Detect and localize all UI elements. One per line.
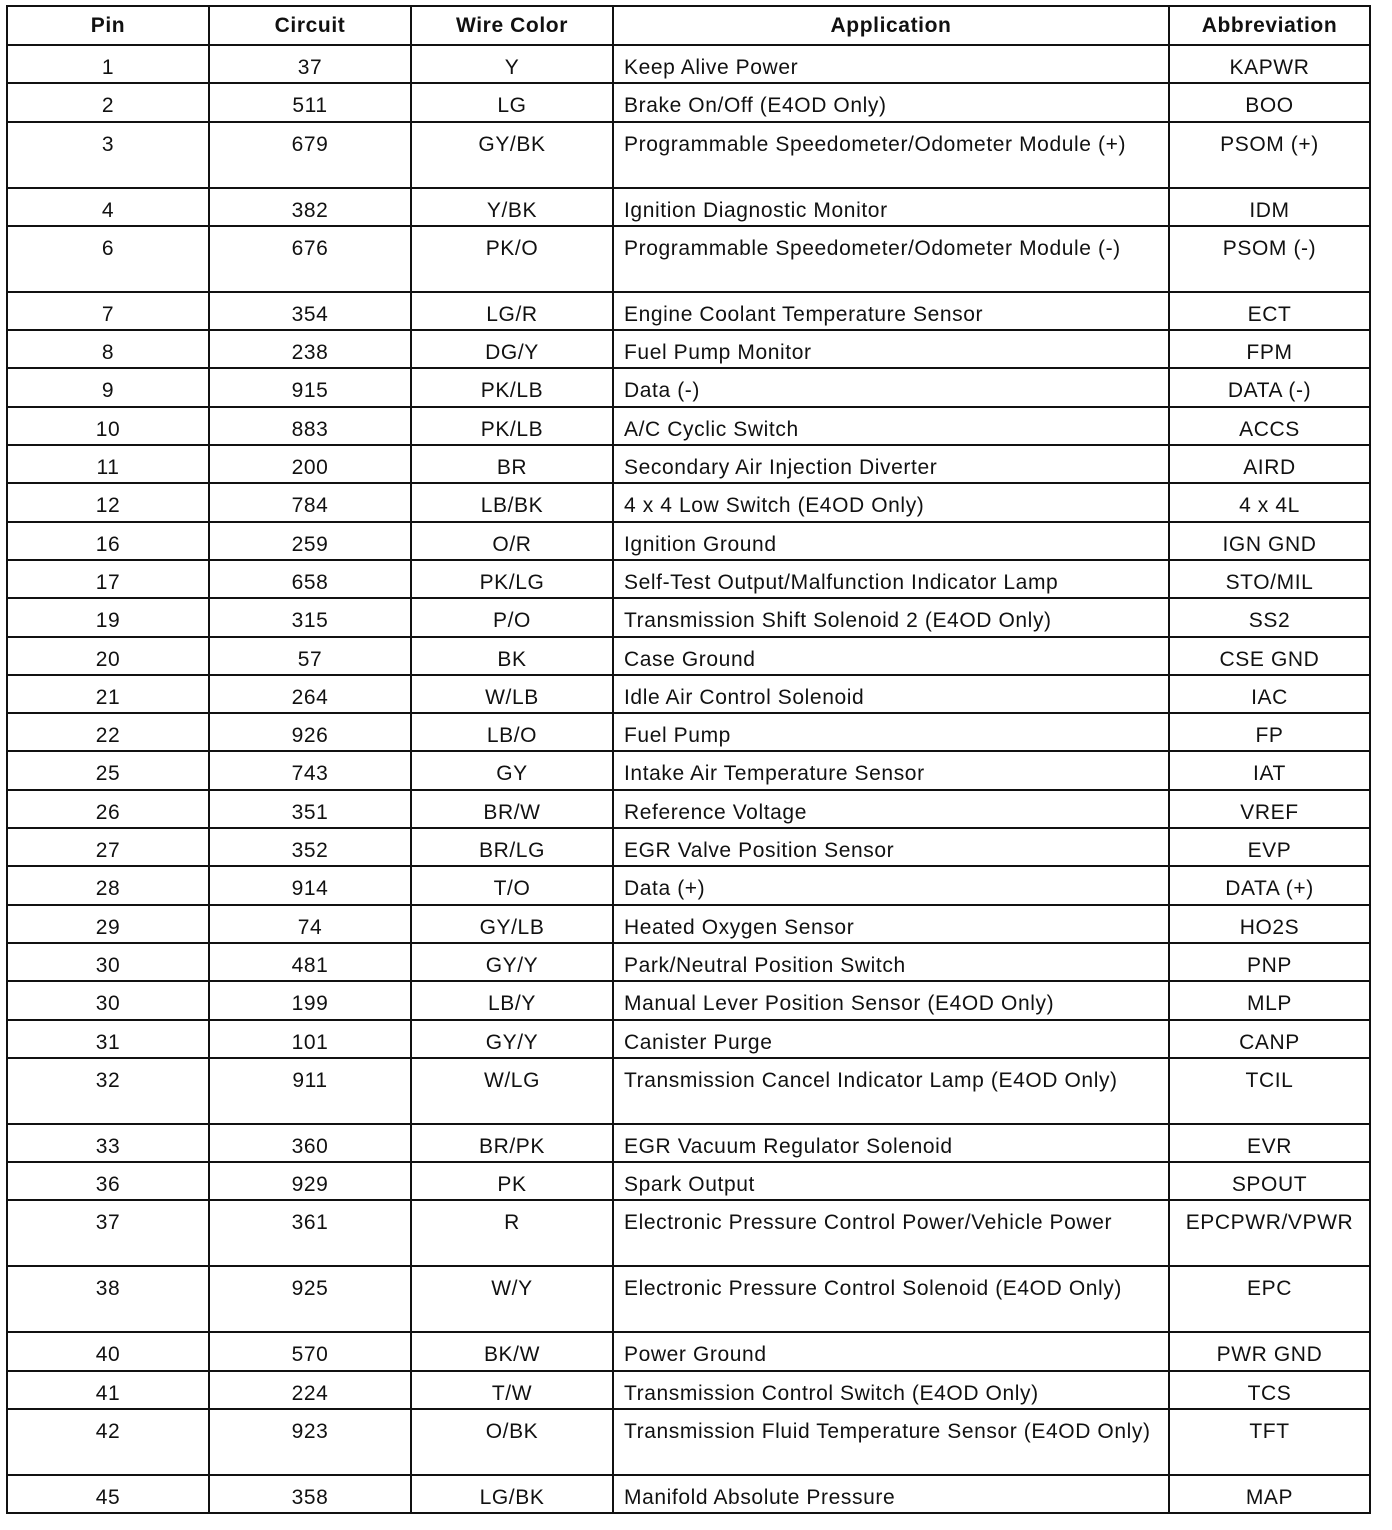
cell-pin: 40 [7,1332,209,1370]
cell-wire-color: W/LG [411,1058,613,1124]
cell-wire-color: LB/Y [411,981,613,1019]
table-row [7,981,1370,1019]
cell-wire-color: BR/LG [411,828,613,866]
cell-wire-color: LG/BK [411,1475,613,1513]
cell-pin: 37 [7,1200,209,1266]
cell-circuit: 481 [209,943,411,981]
cell-circuit: 676 [209,226,411,292]
cell-abbreviation: DATA (+) [1169,866,1370,904]
cell-wire-color: T/O [411,866,613,904]
cell-application: Transmission Cancel Indicator Lamp (E4OD Only) [613,1058,1169,1124]
table-row [7,368,1370,406]
cell-abbreviation: IAT [1169,751,1370,789]
cell-application: Power Ground [613,1332,1169,1370]
cell-pin: 2 [7,83,209,121]
cell-wire-color: PK/LG [411,560,613,598]
cell-circuit: 352 [209,828,411,866]
table-row [7,122,1370,188]
table-row [7,188,1370,226]
cell-pin: 29 [7,905,209,943]
cell-pin: 28 [7,866,209,904]
cell-wire-color: BK/W [411,1332,613,1370]
cell-abbreviation: PWR GND [1169,1332,1370,1370]
cell-circuit: 784 [209,483,411,521]
table-row [7,1162,1370,1200]
cell-application: Transmission Control Switch (E4OD Only) [613,1371,1169,1409]
cell-circuit: 925 [209,1266,411,1332]
cell-application: Park/Neutral Position Switch [613,943,1169,981]
cell-application: Case Ground [613,637,1169,675]
cell-circuit: 238 [209,330,411,368]
cell-pin: 12 [7,483,209,521]
table-row [7,445,1370,483]
cell-abbreviation: EVP [1169,828,1370,866]
cell-circuit: 361 [209,1200,411,1266]
cell-application: Electronic Pressure Control Solenoid (E4OD Only) [613,1266,1169,1332]
cell-pin: 6 [7,226,209,292]
cell-wire-color: PK [411,1162,613,1200]
cell-circuit: 914 [209,866,411,904]
header-application: Application [613,6,1169,45]
cell-abbreviation: IDM [1169,188,1370,226]
cell-abbreviation: TFT [1169,1409,1370,1475]
table-row [7,943,1370,981]
cell-abbreviation: STO/MIL [1169,560,1370,598]
cell-wire-color: BR [411,445,613,483]
table-row [7,790,1370,828]
table-row [7,598,1370,636]
cell-wire-color: P/O [411,598,613,636]
cell-circuit: 911 [209,1058,411,1124]
cell-circuit: 74 [209,905,411,943]
cell-application: Idle Air Control Solenoid [613,675,1169,713]
cell-wire-color: DG/Y [411,330,613,368]
cell-application: Manifold Absolute Pressure [613,1475,1169,1513]
cell-abbreviation: IGN GND [1169,522,1370,560]
table-row [7,1020,1370,1058]
cell-pin: 30 [7,981,209,1019]
cell-circuit: 259 [209,522,411,560]
table-row [7,637,1370,675]
cell-abbreviation: KAPWR [1169,45,1370,83]
cell-pin: 20 [7,637,209,675]
table-row [7,1371,1370,1409]
cell-pin: 4 [7,188,209,226]
cell-abbreviation: MAP [1169,1475,1370,1513]
cell-circuit: 570 [209,1332,411,1370]
cell-circuit: 358 [209,1475,411,1513]
cell-application: Ignition Ground [613,522,1169,560]
cell-pin: 8 [7,330,209,368]
cell-pin: 27 [7,828,209,866]
cell-pin: 26 [7,790,209,828]
cell-application: Self-Test Output/Malfunction Indicator Lamp [613,560,1169,598]
cell-wire-color: BR/W [411,790,613,828]
cell-pin: 31 [7,1020,209,1058]
cell-application: Data (+) [613,866,1169,904]
cell-wire-color: R [411,1200,613,1266]
cell-circuit: 57 [209,637,411,675]
cell-pin: 22 [7,713,209,751]
cell-abbreviation: CANP [1169,1020,1370,1058]
cell-pin: 25 [7,751,209,789]
cell-wire-color: PK/LB [411,407,613,445]
cell-application: Brake On/Off (E4OD Only) [613,83,1169,121]
table-row [7,828,1370,866]
cell-abbreviation: PNP [1169,943,1370,981]
cell-pin: 7 [7,292,209,330]
cell-application: Programmable Speedometer/Odometer Module (-) [613,226,1169,292]
cell-abbreviation: PSOM (-) [1169,226,1370,292]
table-row [7,1475,1370,1513]
cell-circuit: 658 [209,560,411,598]
cell-application: Transmission Shift Solenoid 2 (E4OD Only) [613,598,1169,636]
cell-abbreviation: CSE GND [1169,637,1370,675]
cell-application: 4 x 4 Low Switch (E4OD Only) [613,483,1169,521]
table-row [7,292,1370,330]
table-row [7,330,1370,368]
cell-circuit: 37 [209,45,411,83]
cell-abbreviation: DATA (-) [1169,368,1370,406]
cell-circuit: 679 [209,122,411,188]
cell-abbreviation: EPC [1169,1266,1370,1332]
cell-wire-color: GY/Y [411,943,613,981]
cell-circuit: 200 [209,445,411,483]
cell-wire-color: GY/BK [411,122,613,188]
cell-circuit: 264 [209,675,411,713]
cell-pin: 1 [7,45,209,83]
cell-wire-color: T/W [411,1371,613,1409]
header-row [7,6,1370,45]
cell-application: Ignition Diagnostic Monitor [613,188,1169,226]
cell-application: Manual Lever Position Sensor (E4OD Only) [613,981,1169,1019]
cell-circuit: 315 [209,598,411,636]
cell-pin: 42 [7,1409,209,1475]
table-row [7,905,1370,943]
header-abbreviation: Abbreviation [1169,6,1370,45]
cell-application: A/C Cyclic Switch [613,407,1169,445]
cell-circuit: 199 [209,981,411,1019]
cell-circuit: 382 [209,188,411,226]
cell-wire-color: GY/Y [411,1020,613,1058]
table-row [7,713,1370,751]
cell-wire-color: LG/R [411,292,613,330]
cell-wire-color: O/BK [411,1409,613,1475]
cell-wire-color: LG [411,83,613,121]
cell-application: Intake Air Temperature Sensor [613,751,1169,789]
table-row [7,1266,1370,1332]
cell-wire-color: O/R [411,522,613,560]
cell-wire-color: W/Y [411,1266,613,1332]
cell-circuit: 511 [209,83,411,121]
cell-pin: 17 [7,560,209,598]
cell-circuit: 351 [209,790,411,828]
header-circuit: Circuit [209,6,411,45]
table-row [7,483,1370,521]
cell-abbreviation: 4 x 4L [1169,483,1370,521]
table-row [7,1409,1370,1475]
table-row [7,1200,1370,1266]
cell-pin: 10 [7,407,209,445]
header-wire-color: Wire Color [411,6,613,45]
cell-circuit: 224 [209,1371,411,1409]
table-row [7,83,1370,121]
cell-application: Spark Output [613,1162,1169,1200]
cell-pin: 32 [7,1058,209,1124]
cell-abbreviation: AIRD [1169,445,1370,483]
cell-circuit: 915 [209,368,411,406]
cell-pin: 36 [7,1162,209,1200]
cell-application: Electronic Pressure Control Power/Vehicle Power [613,1200,1169,1266]
cell-wire-color: Y [411,45,613,83]
cell-wire-color: GY [411,751,613,789]
cell-circuit: 929 [209,1162,411,1200]
table-row [7,407,1370,445]
cell-wire-color: PK/LB [411,368,613,406]
cell-application: Engine Coolant Temperature Sensor [613,292,1169,330]
cell-abbreviation: MLP [1169,981,1370,1019]
cell-abbreviation: FP [1169,713,1370,751]
header-pin: Pin [7,6,209,45]
table-row [7,560,1370,598]
cell-pin: 16 [7,522,209,560]
cell-pin: 30 [7,943,209,981]
cell-circuit: 923 [209,1409,411,1475]
table-row [7,522,1370,560]
cell-abbreviation: IAC [1169,675,1370,713]
table-row [7,675,1370,713]
cell-application: Keep Alive Power [613,45,1169,83]
cell-wire-color: GY/LB [411,905,613,943]
cell-pin: 11 [7,445,209,483]
cell-application: Data (-) [613,368,1169,406]
cell-circuit: 354 [209,292,411,330]
cell-wire-color: PK/O [411,226,613,292]
cell-application: Reference Voltage [613,790,1169,828]
table-row [7,1058,1370,1124]
cell-wire-color: BK [411,637,613,675]
table-row [7,45,1370,83]
pinout-table [6,5,1371,1514]
cell-application: Programmable Speedometer/Odometer Module (+) [613,122,1169,188]
cell-pin: 33 [7,1124,209,1162]
cell-circuit: 926 [209,713,411,751]
cell-pin: 9 [7,368,209,406]
cell-wire-color: W/LB [411,675,613,713]
table-row [7,866,1370,904]
cell-abbreviation: EVR [1169,1124,1370,1162]
cell-abbreviation: EPCPWR/VPWR [1169,1200,1370,1266]
cell-application: EGR Valve Position Sensor [613,828,1169,866]
cell-abbreviation: HO2S [1169,905,1370,943]
cell-pin: 19 [7,598,209,636]
cell-abbreviation: PSOM (+) [1169,122,1370,188]
table-row [7,1332,1370,1370]
cell-abbreviation: ACCS [1169,407,1370,445]
cell-abbreviation: TCS [1169,1371,1370,1409]
table-row [7,226,1370,292]
cell-abbreviation: TCIL [1169,1058,1370,1124]
cell-abbreviation: SS2 [1169,598,1370,636]
cell-application: Transmission Fluid Temperature Sensor (E4OD Only) [613,1409,1169,1475]
cell-pin: 45 [7,1475,209,1513]
cell-abbreviation: SPOUT [1169,1162,1370,1200]
cell-pin: 21 [7,675,209,713]
table-body [7,45,1370,1513]
cell-pin: 3 [7,122,209,188]
cell-pin: 38 [7,1266,209,1332]
cell-application: EGR Vacuum Regulator Solenoid [613,1124,1169,1162]
cell-application: Fuel Pump Monitor [613,330,1169,368]
cell-abbreviation: BOO [1169,83,1370,121]
cell-circuit: 743 [209,751,411,789]
cell-wire-color: LB/O [411,713,613,751]
cell-wire-color: BR/PK [411,1124,613,1162]
cell-application: Secondary Air Injection Diverter [613,445,1169,483]
cell-wire-color: Y/BK [411,188,613,226]
table-row [7,751,1370,789]
cell-circuit: 101 [209,1020,411,1058]
cell-application: Canister Purge [613,1020,1169,1058]
cell-application: Heated Oxygen Sensor [613,905,1169,943]
cell-application: Fuel Pump [613,713,1169,751]
cell-pin: 41 [7,1371,209,1409]
cell-abbreviation: FPM [1169,330,1370,368]
cell-circuit: 360 [209,1124,411,1162]
cell-abbreviation: VREF [1169,790,1370,828]
cell-circuit: 883 [209,407,411,445]
cell-abbreviation: ECT [1169,292,1370,330]
table-row [7,1124,1370,1162]
cell-wire-color: LB/BK [411,483,613,521]
